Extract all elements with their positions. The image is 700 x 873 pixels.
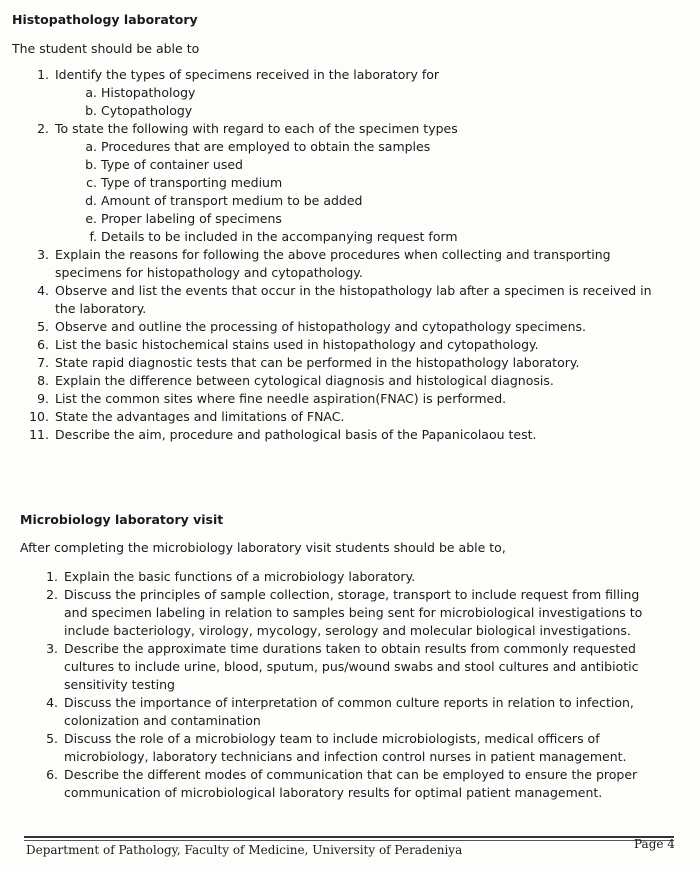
list-item [29, 408, 675, 426]
item-number: 9. [37, 391, 49, 406]
footer-rule-thin [24, 840, 674, 841]
sub-item-letter: d. [85, 193, 97, 208]
footer-department: Department of Pathology, Faculty of Medicine, University of Peradeniya [26, 843, 463, 857]
sub-item-text: Details to be included in the accompanying request form [101, 229, 458, 244]
list-item [37, 390, 675, 408]
sub-item-letter: a. [85, 85, 97, 100]
histopathology-objectives-list [29, 66, 675, 444]
item-number: 11. [29, 427, 49, 442]
sub-item-text: Cytopathology [101, 103, 193, 118]
item-text: To state the following with regard to each of the specimen types [55, 121, 458, 136]
item-number: 3. [37, 247, 49, 262]
item-text: Discuss the role of a microbiology team to include microbiologists, medical officers of microbiology, laboratory technicians and infection control nurses in patient management. [64, 731, 627, 764]
list-item [46, 640, 664, 694]
list-item [37, 282, 675, 318]
item-number: 2. [46, 587, 58, 602]
item-number: 1. [46, 569, 58, 584]
histopathology-intro: The student should be able to [12, 41, 200, 56]
item-text: Observe and list the events that occur in the histopathology lab after a specimen is received in the laboratory. [55, 283, 652, 316]
microbiology-heading: Microbiology laboratory visit [20, 512, 224, 527]
histopathology-heading: Histopathology laboratory [12, 12, 198, 27]
sub-list [85, 138, 700, 246]
list-item [29, 426, 675, 444]
item-number: 10. [29, 409, 49, 424]
item-text: List the common sites where fine needle aspiration(FNAC) is performed. [55, 391, 507, 406]
item-text: Discuss the principles of sample collection, storage, transport to include request from filling and specimen labeling in relation to samples being sent for microbiological investigations to include bacteriology, virology, mycology, serology and molecular biological investigations. [64, 587, 643, 638]
footer-rule [24, 836, 674, 838]
item-number: 5. [37, 319, 49, 334]
sub-list-item [86, 174, 700, 192]
item-number: 6. [37, 337, 49, 352]
list-item [46, 730, 664, 766]
sub-list-item [85, 102, 700, 120]
microbiology-objectives-list [46, 568, 664, 802]
sub-item-letter: a. [85, 139, 97, 154]
list-item [37, 336, 675, 354]
sub-item-letter: b. [85, 103, 97, 118]
list-item [37, 120, 675, 246]
item-number: 6. [46, 767, 58, 782]
item-text: Explain the reasons for following the above procedures when collecting and transporting specimens for histopathology and cytopathology. [55, 247, 611, 280]
sub-list-item [85, 84, 700, 102]
sub-item-text: Histopathology [101, 85, 196, 100]
list-item [46, 586, 664, 640]
item-number: 3. [46, 641, 58, 656]
item-text: Explain the difference between cytological diagnosis and histological diagnosis. [55, 373, 554, 388]
sub-list-item [85, 210, 700, 228]
sub-list-item [85, 192, 700, 210]
microbiology-intro: After completing the microbiology laboratory visit students should be able to, [20, 540, 506, 555]
item-text: State rapid diagnostic tests that can be performed in the histopathology laboratory. [55, 355, 580, 370]
item-number: 8. [37, 373, 49, 388]
sub-item-text: Amount of transport medium to be added [101, 193, 363, 208]
sub-item-text: Type of transporting medium [101, 175, 283, 190]
sub-item-letter: f. [89, 229, 97, 244]
item-number: 4. [37, 283, 49, 298]
item-text: State the advantages and limitations of FNAC. [55, 409, 345, 424]
item-number: 2. [37, 121, 49, 136]
sub-item-letter: c. [86, 175, 97, 190]
sub-list [85, 84, 700, 120]
item-number: 4. [46, 695, 58, 710]
sub-item-letter: b. [85, 157, 97, 172]
list-item [37, 66, 675, 120]
item-text: Observe and outline the processing of histopathology and cytopathology specimens. [55, 319, 587, 334]
list-item [37, 354, 675, 372]
list-item [46, 694, 664, 730]
page-number: Page 4 [634, 837, 675, 851]
list-item [37, 318, 675, 336]
item-text: Describe the approximate time durations taken to obtain results from commonly requested cultures to include urine, blood, sputum, pus/wound swabs and stool cultures and antibiotic sensitivity testing [64, 641, 639, 692]
item-text: Explain the basic functions of a microbiology laboratory. [64, 569, 416, 584]
item-text: Describe the different modes of communication that can be employed to ensure the proper communication of microbiological laboratory results for optimal patient management. [64, 767, 638, 800]
item-text: Identify the types of specimens received in the laboratory for [55, 67, 440, 82]
item-number: 7. [37, 355, 49, 370]
item-text: List the basic histochemical stains used in histopathology and cytopathology. [55, 337, 539, 352]
list-item [37, 246, 675, 282]
list-item [46, 568, 664, 586]
item-number: 1. [37, 67, 49, 82]
sub-list-item [89, 228, 700, 246]
list-item [46, 766, 664, 802]
item-number: 5. [46, 731, 58, 746]
sub-item-letter: e. [85, 211, 97, 226]
sub-item-text: Type of container used [101, 157, 243, 172]
sub-item-text: Proper labeling of specimens [101, 211, 282, 226]
list-item [37, 372, 675, 390]
item-text: Discuss the importance of interpretation of common culture reports in relation to infection, colonization and contamination [64, 695, 634, 728]
sub-list-item [85, 156, 700, 174]
item-text: Describe the aim, procedure and pathological basis of the Papanicolaou test. [55, 427, 537, 442]
sub-item-text: Procedures that are employed to obtain the samples [101, 139, 431, 154]
sub-list-item [85, 138, 700, 156]
